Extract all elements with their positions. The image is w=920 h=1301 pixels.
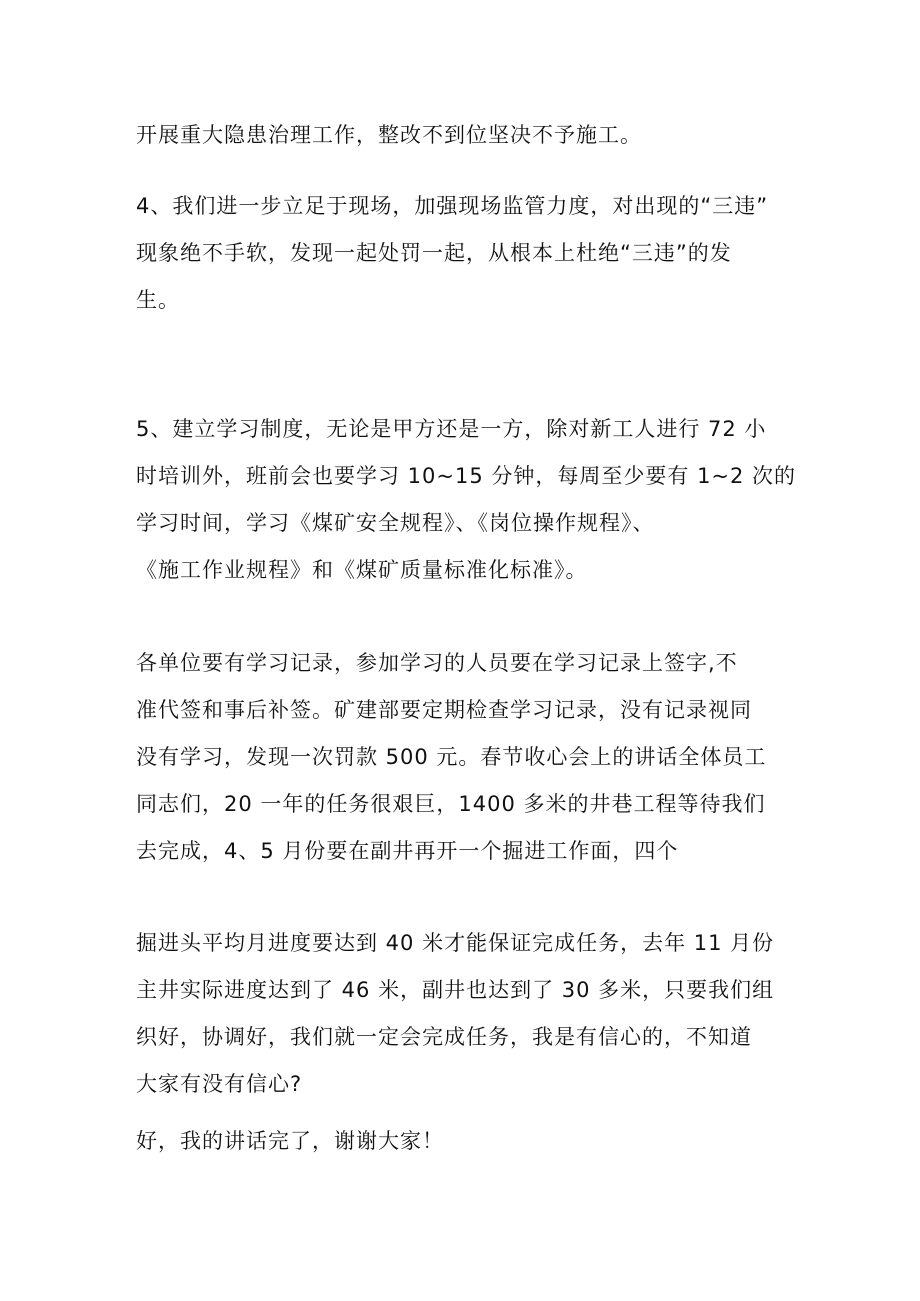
paragraph-closing xyxy=(136,1118,796,1165)
text-line: 5、建立学习制度，无论是甲方还是一方，除对新工人进行 72 小 xyxy=(136,417,767,441)
text-line: 4、我们进一步立足于现场，加强现场监管力度，对出现的“三违” xyxy=(136,194,769,218)
text-line: 好，我的讲话完了，谢谢大家！ xyxy=(136,1129,444,1153)
text-line: 大家有没有信心? xyxy=(136,1072,303,1096)
text-line: 时培训外，班前会也要学习 10~15 分钟，每周至少要有 1~2 次的 xyxy=(136,464,797,488)
text-line: 同志们，20 一年的任务很艰巨，1400 多米的井巷工程等待我们 xyxy=(136,792,766,816)
text-line: 生。 xyxy=(136,288,180,312)
paragraph-continuation xyxy=(136,112,796,159)
paragraph-study-records xyxy=(136,640,796,875)
text-line: 织好，协调好，我们就一定会完成任务，我是有信心的，不知道 xyxy=(136,1025,752,1049)
text-line: 现象绝不手软，发现一起处罚一起，从根本上杜绝“三违”的发 xyxy=(136,241,732,265)
text-line: 去完成，4、5 月份要在副井再开一个掘进工作面，四个 xyxy=(136,839,679,863)
text-line: 没有学习，发现一次罚款 500 元。春节收心会上的讲话全体员工 xyxy=(136,745,767,769)
text-line: 开展重大隐患治理工作，整改不到位坚决不予施工。 xyxy=(136,123,642,147)
paragraph-item-5 xyxy=(136,406,796,594)
text-line: 学习时间，学习《煤矿安全规程》、《岗位操作规程》、 xyxy=(136,511,655,535)
text-line: 各单位要有学习记录，参加学习的人员要在学习记录上签字,不 xyxy=(136,651,738,675)
text-line: 主井实际进度达到了 46 米，副井也达到了 30 多米，只要我们组 xyxy=(136,978,775,1002)
paragraph-item-4 xyxy=(136,183,796,324)
text-line: 《施工作业规程》和《煤矿质量标准化标准》。 xyxy=(136,558,588,582)
paragraph-progress-goals xyxy=(136,920,796,1108)
text-line: 掘进头平均月进度要达到 40 米才能保证完成任务，去年 11 月份 xyxy=(136,931,775,955)
text-line: 准代签和事后补签。矿建部要定期检查学习记录，没有记录视同 xyxy=(136,698,752,722)
